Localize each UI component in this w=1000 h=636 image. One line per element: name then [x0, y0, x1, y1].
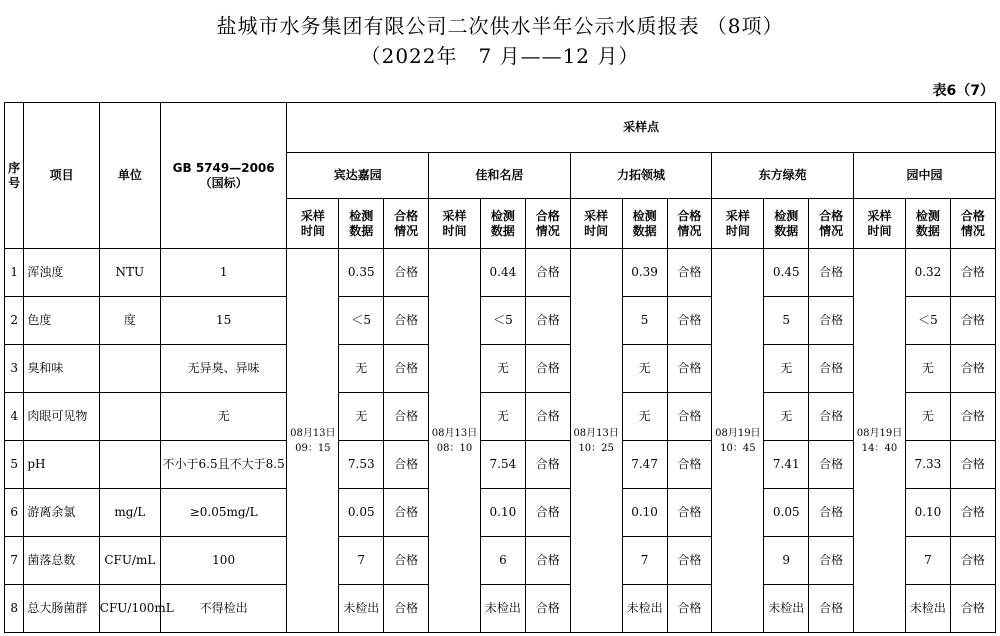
pass-status: 合格	[667, 393, 712, 441]
row-index: 3	[5, 345, 24, 393]
row-standard: 无异臭、异味	[160, 345, 286, 393]
table-row	[5, 537, 996, 585]
water-quality-table	[4, 102, 996, 633]
test-value: 7.33	[906, 441, 951, 489]
test-value: 无	[480, 393, 525, 441]
test-value: 未检出	[906, 585, 951, 633]
pass-status: 合格	[950, 441, 995, 489]
table-row	[5, 393, 996, 441]
pass-status: 合格	[384, 249, 429, 297]
pass-status: 合格	[525, 297, 570, 345]
row-item: 游离余氯	[24, 489, 99, 537]
header-sample-time: 采样 时间	[570, 199, 622, 249]
test-value: 7.47	[622, 441, 667, 489]
row-index: 7	[5, 537, 24, 585]
row-item: 菌落总数	[24, 537, 99, 585]
test-value: ＜5	[339, 297, 384, 345]
test-value: 6	[480, 537, 525, 585]
pass-status: 合格	[667, 249, 712, 297]
test-value: 无	[764, 345, 809, 393]
header-result: 合格 情况	[950, 199, 995, 249]
table-row	[5, 585, 996, 633]
row-index: 4	[5, 393, 24, 441]
pass-status: 合格	[525, 585, 570, 633]
pass-status: 合格	[809, 489, 854, 537]
test-value: 7.41	[764, 441, 809, 489]
test-value: 7	[622, 537, 667, 585]
row-standard: 不得检出	[160, 585, 286, 633]
site-name-1: 宾达嘉园	[287, 153, 429, 199]
row-standard: 不小于6.5且不大于8.5	[160, 441, 286, 489]
row-index: 1	[5, 249, 24, 297]
pass-status: 合格	[950, 393, 995, 441]
report-title: 盐城市水务集团有限公司二次供水半年公示水质报表 （8项）	[216, 14, 784, 38]
pass-status: 合格	[384, 297, 429, 345]
row-index: 2	[5, 297, 24, 345]
header-index: 序 号	[5, 103, 24, 249]
header-result: 合格 情况	[525, 199, 570, 249]
header-test-data: 检测 数据	[480, 199, 525, 249]
pass-status: 合格	[525, 537, 570, 585]
pass-status: 合格	[525, 345, 570, 393]
row-standard: 15	[160, 297, 286, 345]
table-row	[5, 489, 996, 537]
header-test-data: 检测 数据	[339, 199, 384, 249]
pass-status: 合格	[667, 489, 712, 537]
row-item: 臭和味	[24, 345, 99, 393]
pass-status: 合格	[525, 249, 570, 297]
header-test-data: 检测 数据	[764, 199, 809, 249]
sample-time-3: 08月13日 10：25	[570, 249, 622, 633]
header-result: 合格 情况	[667, 199, 712, 249]
pass-status: 合格	[950, 345, 995, 393]
pass-status: 合格	[384, 489, 429, 537]
row-unit: CFU/mL	[99, 537, 160, 585]
site-name-2: 佳和名居	[429, 153, 571, 199]
header-unit: 单位	[99, 103, 160, 249]
test-value: 0.10	[622, 489, 667, 537]
header-result: 合格 情况	[809, 199, 854, 249]
test-value: 9	[764, 537, 809, 585]
header-sampling-points: 采样点	[287, 103, 996, 153]
header-test-data: 检测 数据	[622, 199, 667, 249]
test-value: 无	[339, 393, 384, 441]
table-number: 表6（7）	[932, 83, 994, 99]
test-value: 未检出	[622, 585, 667, 633]
row-standard: 1	[160, 249, 286, 297]
pass-status: 合格	[950, 489, 995, 537]
header-sample-time: 采样 时间	[854, 199, 906, 249]
header-item: 项目	[24, 103, 99, 249]
test-value: 7	[906, 537, 951, 585]
pass-status: 合格	[667, 345, 712, 393]
row-unit: CFU/100mL	[99, 585, 160, 633]
test-value: 无	[906, 345, 951, 393]
pass-status: 合格	[667, 537, 712, 585]
test-value: 0.32	[906, 249, 951, 297]
sample-time-5: 08月19日 14：40	[854, 249, 906, 633]
pass-status: 合格	[809, 345, 854, 393]
pass-status: 合格	[525, 441, 570, 489]
row-unit: 度	[99, 297, 160, 345]
header-result: 合格 情况	[384, 199, 429, 249]
row-unit: mg/L	[99, 489, 160, 537]
test-value: ＜5	[480, 297, 525, 345]
row-standard: ≥0.05mg/L	[160, 489, 286, 537]
test-value: 无	[339, 345, 384, 393]
test-value: 无	[480, 345, 525, 393]
table-row	[5, 441, 996, 489]
row-standard: 无	[160, 393, 286, 441]
row-unit	[99, 441, 160, 489]
test-value: 未检出	[764, 585, 809, 633]
sample-time-4: 08月19日 10：45	[712, 249, 764, 633]
sample-time-2: 08月13日 08：10	[429, 249, 481, 633]
test-value: 5	[764, 297, 809, 345]
test-value: 0.10	[906, 489, 951, 537]
header-test-data: 检测 数据	[906, 199, 951, 249]
table-row	[5, 249, 996, 297]
test-value: 7.54	[480, 441, 525, 489]
pass-status: 合格	[950, 297, 995, 345]
header-sample-time: 采样 时间	[429, 199, 481, 249]
test-value: 无	[764, 393, 809, 441]
pass-status: 合格	[809, 249, 854, 297]
site-name-5: 园中园	[854, 153, 996, 199]
row-index: 6	[5, 489, 24, 537]
report-period: （2022年 7 月——12 月）	[360, 44, 640, 68]
pass-status: 合格	[950, 537, 995, 585]
row-item: pH	[24, 441, 99, 489]
header-sample-time: 采样 时间	[287, 199, 339, 249]
test-value: 0.10	[480, 489, 525, 537]
site-name-4: 东方绿苑	[712, 153, 854, 199]
pass-status: 合格	[384, 585, 429, 633]
test-value: 无	[906, 393, 951, 441]
test-value: 0.05	[339, 489, 384, 537]
pass-status: 合格	[809, 585, 854, 633]
pass-status: 合格	[809, 297, 854, 345]
pass-status: 合格	[525, 489, 570, 537]
pass-status: 合格	[950, 249, 995, 297]
pass-status: 合格	[809, 441, 854, 489]
row-item: 色度	[24, 297, 99, 345]
test-value: 0.05	[764, 489, 809, 537]
row-unit	[99, 345, 160, 393]
pass-status: 合格	[384, 441, 429, 489]
table-row	[5, 297, 996, 345]
table-row	[5, 345, 996, 393]
pass-status: 合格	[667, 585, 712, 633]
pass-status: 合格	[384, 393, 429, 441]
test-value: 7	[339, 537, 384, 585]
pass-status: 合格	[667, 441, 712, 489]
pass-status: 合格	[384, 537, 429, 585]
test-value: ＜5	[906, 297, 951, 345]
site-name-3: 力拓领城	[570, 153, 712, 199]
row-index: 5	[5, 441, 24, 489]
test-value: 0.44	[480, 249, 525, 297]
sample-time-1: 08月13日 09：15	[287, 249, 339, 633]
test-value: 0.35	[339, 249, 384, 297]
row-unit: NTU	[99, 249, 160, 297]
test-value: 无	[622, 393, 667, 441]
header-sample-time: 采样 时间	[712, 199, 764, 249]
row-standard: 100	[160, 537, 286, 585]
row-index: 8	[5, 585, 24, 633]
test-value: 未检出	[480, 585, 525, 633]
pass-status: 合格	[950, 585, 995, 633]
pass-status: 合格	[809, 393, 854, 441]
test-value: 7.53	[339, 441, 384, 489]
test-value: 5	[622, 297, 667, 345]
row-unit	[99, 393, 160, 441]
test-value: 0.45	[764, 249, 809, 297]
row-item: 浑浊度	[24, 249, 99, 297]
pass-status: 合格	[384, 345, 429, 393]
pass-status: 合格	[809, 537, 854, 585]
row-item: 总大肠菌群	[24, 585, 99, 633]
pass-status: 合格	[667, 297, 712, 345]
header-standard: GB 5749—2006 （国标）	[160, 103, 286, 249]
test-value: 无	[622, 345, 667, 393]
row-item: 肉眼可见物	[24, 393, 99, 441]
pass-status: 合格	[525, 393, 570, 441]
test-value: 未检出	[339, 585, 384, 633]
test-value: 0.39	[622, 249, 667, 297]
